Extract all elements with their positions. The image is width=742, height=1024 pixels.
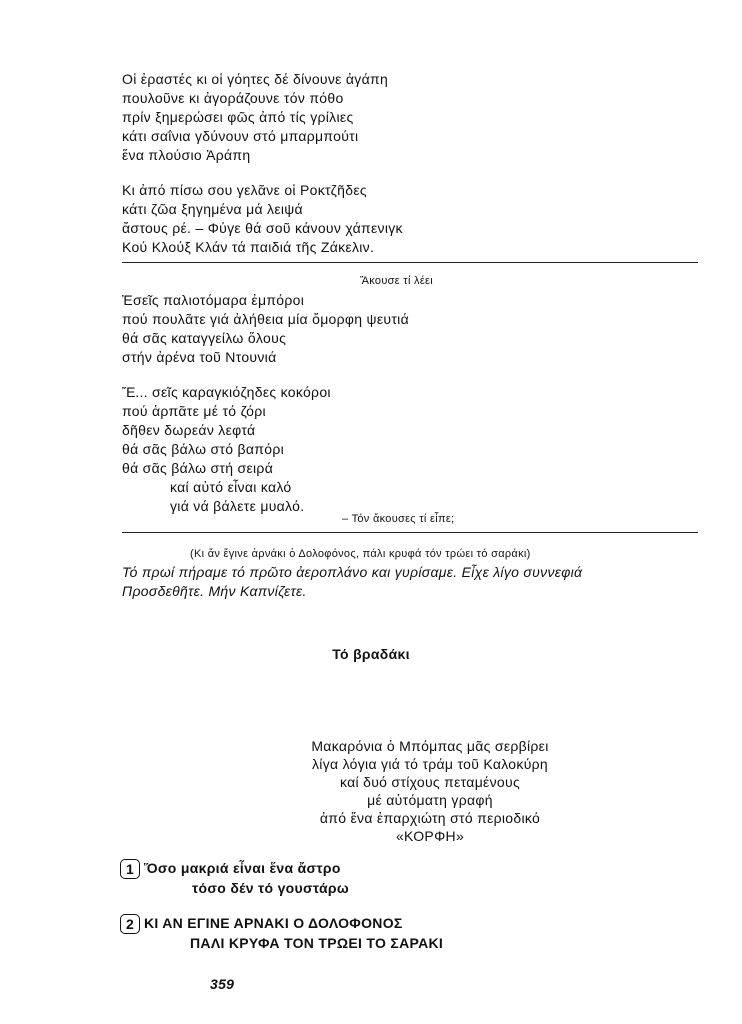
footnote-2 bbox=[120, 913, 403, 934]
parenthetical-note: (Κι ἄν ἔγινε ἀρνάκι ὁ Δολοφόνος, πάλι κρυφά τόν τρώει τό σαράκι) bbox=[190, 548, 531, 560]
verse-line-indented: γιά νά βάλετε μυαλό. bbox=[170, 498, 305, 514]
verse-line: ἕνα πλούσιο Ἀράπη bbox=[122, 147, 251, 163]
footnote-number-box: 2 bbox=[120, 914, 140, 934]
verse-line: Οἱ ἐραστές κι οἱ γόητες δέ δίνουνε ἀγάπη bbox=[122, 71, 389, 87]
verse-line-indented: καί αὐτό εἶναι καλό bbox=[170, 479, 292, 495]
divider-rule bbox=[122, 532, 698, 533]
verse-line-centered: Μακαρόνια ὁ Μπόμπας μᾶς σερβίρει bbox=[311, 738, 549, 754]
verse-line: θά σᾶς βάλω στή σειρά bbox=[122, 460, 274, 476]
verse-line: κάτι σαΐνια γδύνουν στό μπαρμπούτι bbox=[122, 128, 359, 144]
verse-line-centered: καί δυό στίχους πεταμένους bbox=[339, 774, 520, 790]
verse-line: πρίν ξημερώσει φῶς ἀπό τίς γρίλιες bbox=[122, 109, 354, 125]
stage-note: – Τόν ἄκουσες τί εἶπε; bbox=[342, 513, 455, 525]
footnote-text: ΚΙ ΑΝ ΕΓΙΝΕ ΑΡΝΑΚΙ Ο ΔΟΛΟΦΟΝΟΣ bbox=[144, 915, 403, 931]
verse-line: Ἐσεῖς παλιοτόμαρα ἐμπόροι bbox=[122, 292, 305, 308]
verse-line-centered: λίγα λόγια γιά τό τράμ τοῦ Καλοκύρη bbox=[311, 756, 548, 772]
verse-line-centered: ἀπό ἕνα ἐπαρχιώτη στό περιοδικό bbox=[319, 810, 541, 826]
verse-line: πού πουλᾶτε γιά ἀλήθεια μία ὄμορφη ψευτιά bbox=[122, 311, 409, 327]
divider-rule bbox=[122, 262, 698, 263]
verse-line: ἄστους ρέ. – Φύγε θά σοῦ κάνουν χάπενιγκ bbox=[122, 220, 403, 236]
verse-line: Ἔ... σεῖς καραγκιόζηδες κοκόροι bbox=[122, 384, 331, 400]
italic-line: Προσδεθῆτε. Μήν Καπνίζετε. bbox=[122, 583, 307, 599]
verse-line: πού ἁρπᾶτε μέ τό ζόρι bbox=[122, 403, 266, 419]
section-heading: Τό βραδάκι bbox=[332, 646, 410, 662]
footnote-number-box: 1 bbox=[120, 859, 140, 879]
verse-line: δῆθεν δωρεάν λεφτά bbox=[122, 422, 256, 438]
verse-line: θά σᾶς καταγγείλω ὅλους bbox=[122, 330, 287, 346]
footnote-1 bbox=[120, 858, 341, 879]
page-number: 359 bbox=[210, 976, 235, 992]
verse-line: θά σᾶς βάλω στό βαπόρι bbox=[122, 441, 285, 457]
footnote-text: Ὅσο μακριά εἶναι ἕνα ἄστρο bbox=[144, 860, 341, 876]
verse-line: στήν ἀρένα τοῦ Ντουνιά bbox=[122, 349, 277, 365]
verse-line: πουλοῦνε κι ἀγοράζουνε τόν πόθο bbox=[122, 90, 344, 106]
footnote-1-continuation: τόσο δέν τό γουστάρω bbox=[192, 880, 350, 896]
footnote-2-continuation: ΠΑΛΙ ΚΡΥΦΑ ΤΟΝ ΤΡΩΕΙ ΤΟ ΣΑΡΑΚΙ bbox=[190, 935, 444, 951]
verse-line-centered: μέ αὐτόματη γραφή bbox=[367, 792, 493, 808]
verse-line-centered: «ΚΟΡΦΗ» bbox=[395, 828, 465, 844]
italic-line: Τό πρωί πήραμε τό πρῶτο ἀεροπλάνο και γυρίσαμε. Εἶχε λίγο συννεφιά bbox=[122, 564, 583, 580]
verse-line: Κι ἀπό πίσω σου γελᾶνε οἱ Ροκτζῆδες bbox=[122, 182, 367, 198]
verse-line: Κού Κλούξ Κλάν τά παιδιά τῆς Ζάκελιν. bbox=[122, 239, 375, 255]
verse-line: κάτι ζῶα ξηγημένα μά λειψά bbox=[122, 201, 303, 217]
stage-note: Ἄκουσε τί λέει bbox=[360, 275, 433, 287]
